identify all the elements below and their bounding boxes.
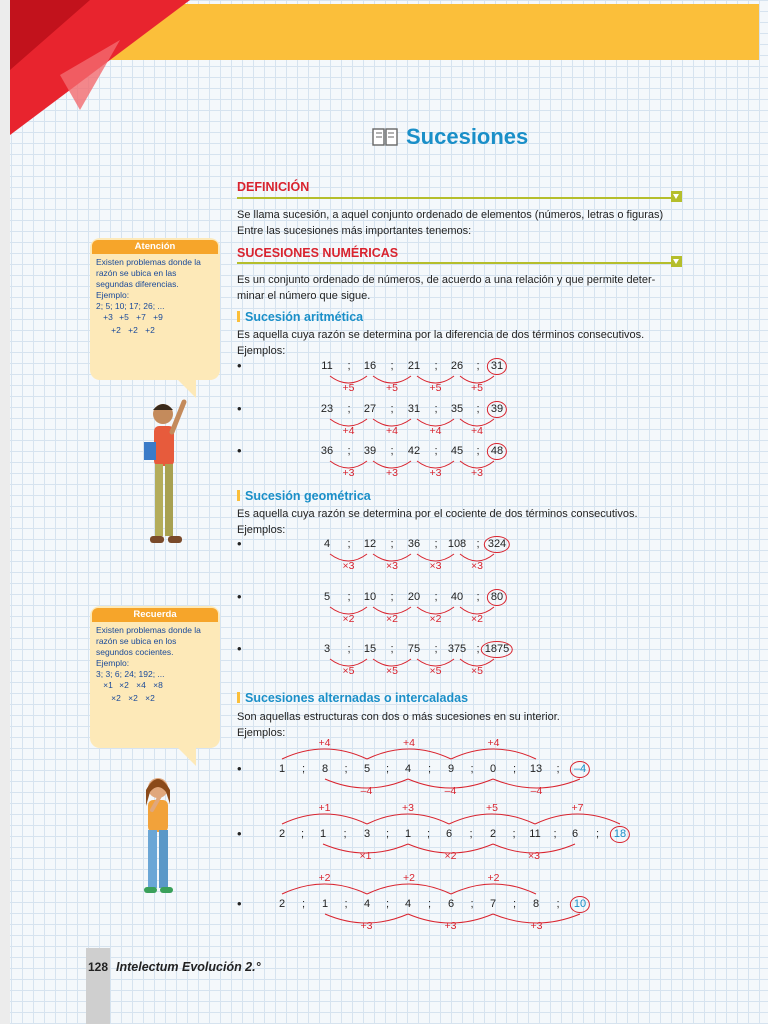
relation-arc xyxy=(408,914,493,923)
sequence-term: 6 xyxy=(447,898,455,910)
answer-circle: –4 xyxy=(570,761,590,778)
separator: ; xyxy=(469,828,473,840)
separator: ; xyxy=(476,360,480,372)
arc-group xyxy=(0,763,768,803)
separator: ; xyxy=(347,403,351,415)
sequence-term: 75 xyxy=(407,643,421,655)
separator: ; xyxy=(301,898,306,910)
page-number: 128 xyxy=(88,960,109,974)
sequence-term: 21 xyxy=(407,360,421,372)
operation-label: +3 xyxy=(342,467,355,479)
operation-label: +7 xyxy=(571,802,584,814)
sequence-row xyxy=(0,445,768,485)
operation-label: +4 xyxy=(487,737,500,749)
separator: ; xyxy=(300,828,305,840)
relation-arc xyxy=(493,844,575,853)
relation-arc xyxy=(408,779,493,788)
bullet: • xyxy=(237,589,242,604)
bullet: • xyxy=(237,443,242,458)
sequence-term: 1 xyxy=(278,763,286,775)
operation-label: +3 xyxy=(444,920,457,932)
book-title: Intelectum Evolución 2.° xyxy=(116,960,261,974)
mini-operation: +2 xyxy=(128,325,138,335)
separator: ; xyxy=(512,898,517,910)
separator: ; xyxy=(390,403,394,415)
separator: ; xyxy=(556,763,560,775)
operation-label: ×3 xyxy=(471,560,483,572)
operation-label: +5 xyxy=(486,802,498,814)
sequence-row xyxy=(0,872,768,938)
separator: ; xyxy=(390,538,394,550)
bullet: • xyxy=(237,536,242,551)
sequence-term: 1 xyxy=(321,898,329,910)
answer-circle: 80 xyxy=(487,589,507,606)
sequence-term: 2 xyxy=(489,828,497,840)
heading-rule xyxy=(237,197,677,199)
operation-label: ×3 xyxy=(528,850,540,862)
operation-label: +4 xyxy=(386,425,398,437)
operation-label: ×5 xyxy=(429,665,442,677)
sequence-term: 3 xyxy=(363,828,371,840)
separator: ; xyxy=(556,898,560,910)
mini-operation: +2 xyxy=(145,325,155,335)
geometrica-text: Es aquella cuya razón se determina por el cociente de dos términos consecutivos. Ejemplos: xyxy=(237,508,638,536)
mini-operation: ×4 xyxy=(136,680,146,690)
separator: ; xyxy=(512,763,517,775)
sequence-term: 5 xyxy=(323,591,331,603)
mini-operation: +5 xyxy=(119,312,129,322)
separator: ; xyxy=(344,763,348,775)
numericas-text: Es un conjunto ordenado de números, de acuerdo a una relación y que permite deter- minar el número que sigue. xyxy=(237,274,656,302)
operation-label: ×2 xyxy=(386,613,398,625)
sequence-term: 1 xyxy=(404,828,412,840)
sequence-term: 12 xyxy=(363,538,377,550)
operation-label: ×3 xyxy=(429,560,442,572)
sequence-term: 5 xyxy=(363,763,371,775)
mini-operation: +3 xyxy=(103,312,113,322)
sequence-term: 16 xyxy=(363,360,377,372)
bullet: • xyxy=(237,761,242,776)
operation-label: +3 xyxy=(471,467,483,479)
mini-operation: +7 xyxy=(136,312,146,322)
sequence-term: 7 xyxy=(489,898,497,910)
relation-arc xyxy=(325,779,408,788)
mini-operation: ×2 xyxy=(145,693,155,703)
sequence-term: 42 xyxy=(407,445,421,457)
sequence-term: 4 xyxy=(404,763,412,775)
note-header: Recuerda xyxy=(92,608,218,622)
girl-illustration xyxy=(130,770,190,900)
sequence-term: 26 xyxy=(450,360,464,372)
sequence-term: 11 xyxy=(529,828,541,840)
separator: ; xyxy=(476,591,480,603)
sequence-term: 39 xyxy=(363,445,377,457)
separator: ; xyxy=(390,360,394,372)
operation-label: ×3 xyxy=(342,560,355,572)
separator: ; xyxy=(385,763,390,775)
separator: ; xyxy=(434,538,438,550)
note-body: Existen problemas donde la razón se ubica en las segundas diferencias. Ejemplo: 2; 5; 10; 17; 26; ... +3 +5 +7 +9 +2 +2 +2 xyxy=(96,257,201,335)
sequence-term: 15 xyxy=(363,643,377,655)
answer-circle: 48 xyxy=(487,443,507,460)
operation-label: +2 xyxy=(403,872,415,884)
operation-label: +3 xyxy=(386,467,398,479)
separator: ; xyxy=(553,828,557,840)
separator: ; xyxy=(390,445,394,457)
operation-label: +5 xyxy=(386,382,398,394)
top-color-band xyxy=(105,4,759,60)
sequence-term: 27 xyxy=(363,403,377,415)
separator: ; xyxy=(390,643,394,655)
title-text: Sucesiones xyxy=(406,124,529,149)
separator: ; xyxy=(390,591,394,603)
mini-operation: +2 xyxy=(111,325,121,335)
operation-label: +3 xyxy=(402,802,414,814)
operation-label: ×1 xyxy=(359,850,372,862)
operation-label: +2 xyxy=(318,872,331,884)
definicion-text: Se llama sucesión, a aquel conjunto ordenado de elementos (números, letras o figuras) Entre las sucesiones más importantes tenemos: xyxy=(237,209,664,237)
separator: ; xyxy=(434,643,438,655)
operation-label: ×2 xyxy=(429,613,442,625)
operation-label: ×5 xyxy=(386,665,398,677)
sequence-term: 23 xyxy=(320,403,334,415)
sequence-term: 6 xyxy=(445,828,453,840)
separator: ; xyxy=(301,763,306,775)
separator: ; xyxy=(476,445,480,457)
operation-label: +3 xyxy=(429,467,442,479)
operation-label: ×5 xyxy=(471,665,483,677)
separator: ; xyxy=(347,538,351,550)
sequence-term: 36 xyxy=(320,445,334,457)
sequence-term: 375 xyxy=(447,643,467,655)
operation-label: +4 xyxy=(318,737,331,749)
separator: ; xyxy=(385,898,390,910)
heading-aritmetica: Sucesión aritmética xyxy=(237,310,363,324)
operation-label: ×2 xyxy=(444,850,457,862)
answer-circle: 31 xyxy=(487,358,507,375)
bullet: • xyxy=(237,358,242,373)
sequence-term: 36 xyxy=(407,538,421,550)
separator: ; xyxy=(426,828,431,840)
operation-label: +1 xyxy=(318,802,331,814)
operation-label: +5 xyxy=(429,382,442,394)
book-icon xyxy=(372,127,398,147)
note-body: Existen problemas donde la razón se ubica en los segundos cocientes. Ejemplo: 3; 3; 6; 24; 192; ... ×1 ×2 ×4 ×8 ×2 ×2 ×2 xyxy=(96,625,201,703)
sequence-term: 35 xyxy=(450,403,464,415)
sequence-row xyxy=(0,737,768,803)
sequence-term: 3 xyxy=(323,643,331,655)
bullet: • xyxy=(237,641,242,656)
sequence-term: 4 xyxy=(323,538,331,550)
sequence-term: 1 xyxy=(319,828,327,840)
sequence-term: 8 xyxy=(532,898,540,910)
sequence-row xyxy=(0,403,768,443)
separator: ; xyxy=(470,763,474,775)
operation-label: +3 xyxy=(360,920,373,932)
separator: ; xyxy=(512,828,516,840)
separator: ; xyxy=(347,643,351,655)
separator: ; xyxy=(343,828,347,840)
operation-label: –4 xyxy=(444,785,457,797)
heading-definicion: DEFINICIÓN xyxy=(237,180,310,194)
answer-circle: 39 xyxy=(487,401,507,418)
mini-operation: ×2 xyxy=(111,693,121,703)
sequence-term: 31 xyxy=(407,403,421,415)
sequence-term: 13 xyxy=(529,763,543,775)
sequence-term: 45 xyxy=(450,445,464,457)
separator: ; xyxy=(347,591,351,603)
separator: ; xyxy=(434,360,438,372)
aritmetica-text: Es aquella cuya razón se determina por la diferencia de dos términos consecutivos. Ejemplos: xyxy=(237,329,645,357)
operation-label: ×5 xyxy=(342,665,355,677)
separator: ; xyxy=(476,403,480,415)
relation-arc xyxy=(493,914,580,923)
sequence-term: 108 xyxy=(447,538,467,550)
answer-circle: 10 xyxy=(570,896,590,913)
separator: ; xyxy=(385,828,390,840)
sequence-row xyxy=(0,802,768,868)
note-recuerda xyxy=(90,606,220,748)
separator: ; xyxy=(470,898,474,910)
boy-illustration xyxy=(138,392,198,557)
separator: ; xyxy=(434,445,438,457)
note-atencion xyxy=(90,238,220,380)
operation-label: +4 xyxy=(429,425,442,437)
bullet: • xyxy=(237,826,242,841)
operation-label: +4 xyxy=(471,425,483,437)
operation-label: ×2 xyxy=(471,613,483,625)
page-edge-strip xyxy=(0,0,10,1024)
operation-label: ×3 xyxy=(386,560,398,572)
sequence-term: 2 xyxy=(278,828,286,840)
separator: ; xyxy=(347,445,351,457)
sequence-row xyxy=(0,538,768,578)
heading-rule xyxy=(237,262,677,264)
mini-operation: ×2 xyxy=(119,680,129,690)
corner-decoration xyxy=(0,0,190,135)
heading-geometrica: Sucesión geométrica xyxy=(237,489,371,503)
arc-group xyxy=(0,898,768,938)
operation-label: ×2 xyxy=(342,613,355,625)
alternadas-text: Son aquellas estructuras con dos o más sucesiones en su interior. Ejemplos: xyxy=(237,711,560,739)
operation-label: –4 xyxy=(360,785,373,797)
answer-circle: 18 xyxy=(610,826,630,843)
mini-operation: ×1 xyxy=(103,680,113,690)
operation-label: +5 xyxy=(471,382,483,394)
page-title xyxy=(372,124,528,150)
operation-label: +4 xyxy=(342,425,355,437)
sequence-term: 11 xyxy=(321,360,333,372)
operation-label: –4 xyxy=(530,785,543,797)
separator: ; xyxy=(427,763,432,775)
sequence-term: 6 xyxy=(571,828,579,840)
separator: ; xyxy=(434,403,438,415)
separator: ; xyxy=(434,591,438,603)
operation-label: +3 xyxy=(530,920,543,932)
answer-circle: 1875 xyxy=(481,641,513,658)
arc-group xyxy=(0,403,768,443)
sequence-term: 0 xyxy=(489,763,497,775)
arc-group xyxy=(0,538,768,578)
separator: ; xyxy=(476,643,480,655)
relation-arc xyxy=(325,914,408,923)
operation-label: +5 xyxy=(342,382,355,394)
mini-operation: ×2 xyxy=(128,693,138,703)
answer-circle: 324 xyxy=(484,536,510,553)
note-header: Atención xyxy=(92,240,218,254)
heading-alternadas: Sucesiones alternadas o intercaladas xyxy=(237,691,468,705)
separator: ; xyxy=(595,828,600,840)
separator: ; xyxy=(344,898,348,910)
mini-operation: +9 xyxy=(153,312,163,322)
bullet: • xyxy=(237,401,242,416)
operation-label: +2 xyxy=(487,872,500,884)
sequence-term: 2 xyxy=(278,898,286,910)
sequence-term: 4 xyxy=(363,898,371,910)
sequence-term: 8 xyxy=(321,763,329,775)
sequence-term: 9 xyxy=(447,763,455,775)
separator: ; xyxy=(476,538,480,550)
sequence-term: 4 xyxy=(404,898,412,910)
mini-operation: ×8 xyxy=(153,680,163,690)
heading-numericas: SUCESIONES NUMÉRICAS xyxy=(237,246,399,260)
arc-group xyxy=(0,445,768,485)
sequence-term: 20 xyxy=(407,591,421,603)
operation-label: +4 xyxy=(403,737,415,749)
separator: ; xyxy=(427,898,432,910)
sequence-term: 40 xyxy=(450,591,464,603)
separator: ; xyxy=(347,360,351,372)
sequence-term: 10 xyxy=(363,591,377,603)
relation-arc xyxy=(493,779,580,788)
bullet: • xyxy=(237,896,242,911)
relation-arc xyxy=(323,844,408,853)
note-tail xyxy=(178,748,196,766)
relation-arc xyxy=(408,844,493,853)
arc-group xyxy=(0,828,768,868)
